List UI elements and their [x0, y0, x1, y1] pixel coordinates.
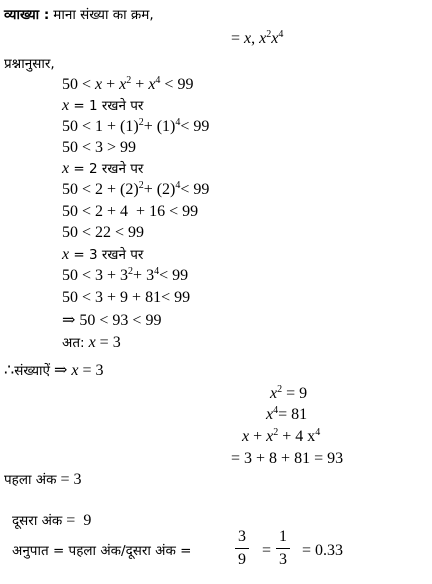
heading-line — [4, 6, 154, 24]
implies-line: ⇒ 50 < 93 < 99 — [62, 312, 162, 329]
inequality-x3: $50 < 3 + 3^2+ 3^4< 99$ — [62, 266, 189, 284]
intro-text: माना संख्या का क्रम, — [53, 7, 154, 23]
first-digit: पहला अंक = 3 — [4, 471, 82, 488]
heading: व्याख्या : — [4, 7, 50, 23]
fraction-1-3: 1 3 — [276, 528, 290, 569]
expanded-x3: 50 < 3 + 9 + 81< 99 — [62, 289, 191, 306]
prashnanusar: प्रश्नानुसार, — [4, 56, 55, 72]
case-x-1: x = 1 रखने पर — [62, 97, 144, 114]
ratio-result: = 0.33 — [302, 542, 344, 559]
x-fourth-value: $x^4= 81$ — [266, 405, 308, 423]
result-x1: 50 < 3 > 99 — [62, 139, 137, 156]
inequality-x1: $50 < 1 + (1)^2+ (1)^4< 99$ — [62, 117, 210, 135]
sum-expression: $x + x^2 + 4$ $x^4$ — [242, 427, 321, 445]
case-x-3: x = 3 रखने पर — [62, 246, 144, 263]
second-digit: दूसरा अंक = 9 — [12, 512, 92, 529]
inequality-general: $50 < x + x^2 + x^4 < 99$ — [62, 75, 194, 93]
ratio-label: अनुपात = पहला अंक/दूसरा अंक = — [12, 543, 192, 559]
fraction-3-9: 3 9 — [235, 528, 249, 569]
therefore-symbol: ∴ — [4, 362, 15, 379]
sum-result: = 3 + 8 + 81 = 93 — [231, 450, 344, 467]
expanded-x2: 50 < 2 + 4 + 16 < 99 — [62, 203, 199, 220]
ratio-equals: = — [262, 542, 272, 559]
result-x2: 50 < 22 < 99 — [62, 224, 145, 241]
conclusion-x: अत: x = 3 — [62, 334, 121, 351]
case-x-2: x = 2 रखने पर — [62, 160, 144, 177]
sequence-line: = x, $x^2x^4$ — [231, 29, 284, 47]
x-squared-value: $x^2 = 9$ — [270, 384, 308, 402]
numbers-conclusion: ∴संख्याऐं ⇒ x = 3 — [4, 362, 104, 379]
inequality-x2: $50 < 2 + (2)^2+ (2)^4< 99$ — [62, 180, 210, 198]
